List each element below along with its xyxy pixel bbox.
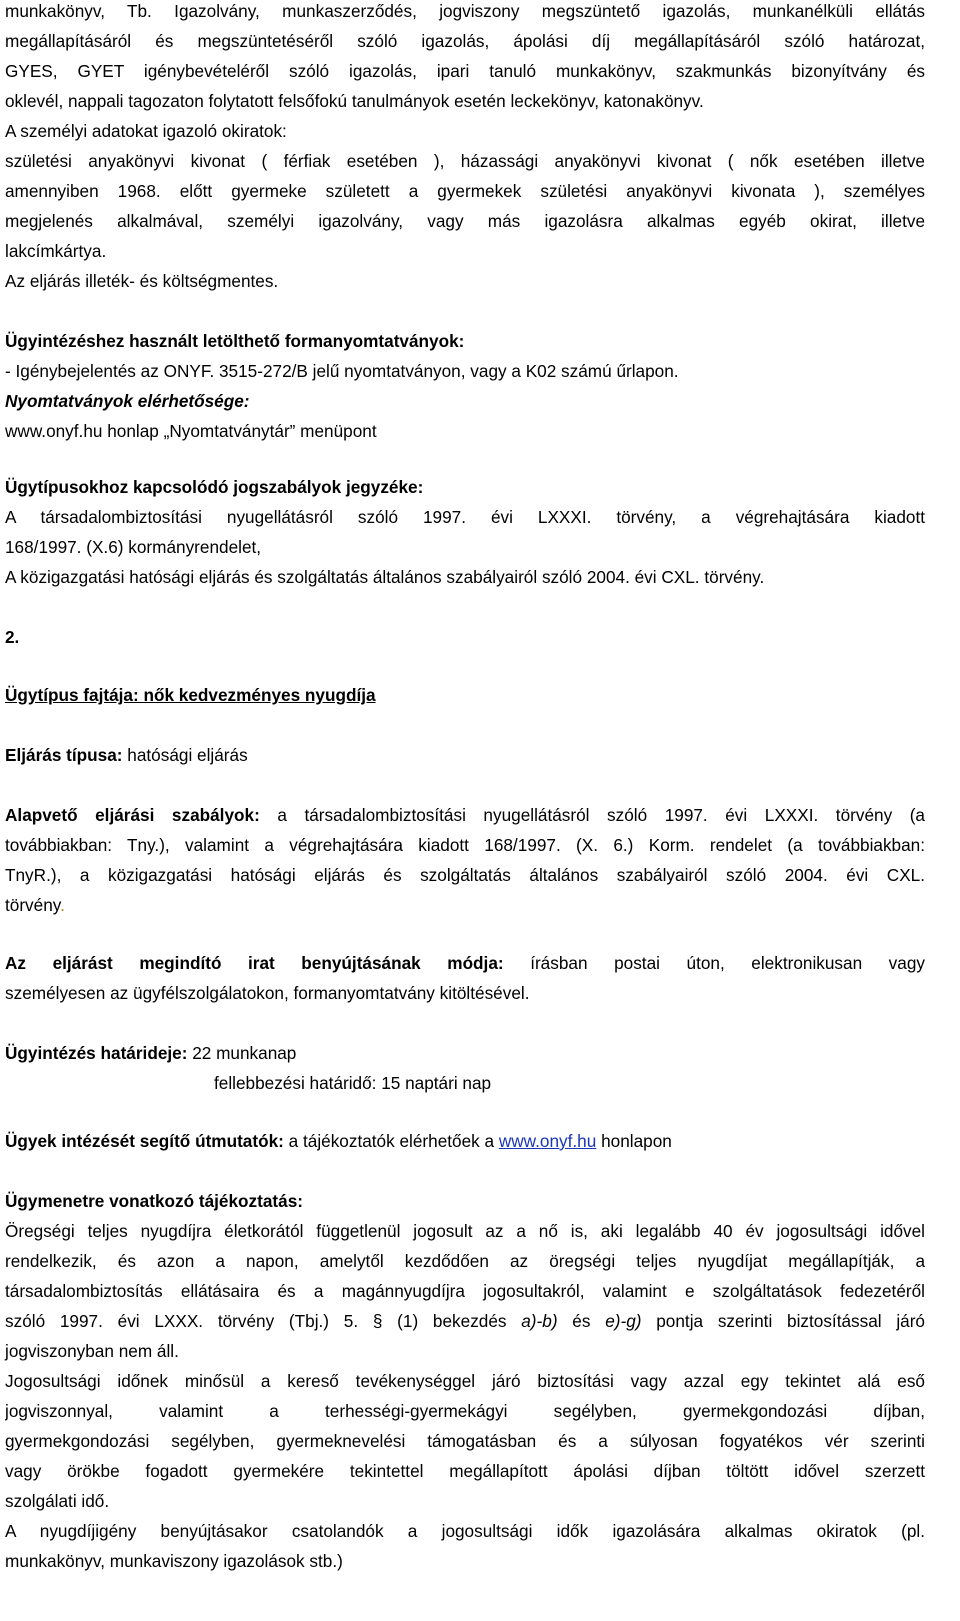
personal-line: születési anyakönyvi kivonat ( férfiak esetében ), házassági anyakönyvi kivonat ( nők esetében illetve <box>5 151 925 171</box>
process-info <box>5 1186 925 1576</box>
eligibility-line: szolgálati idő. <box>5 1491 110 1511</box>
info-line: jogviszonyban nem áll. <box>5 1341 179 1361</box>
guide-label: Ügyek intézését segítő útmutatók: <box>5 1131 284 1151</box>
laws-section <box>5 472 925 592</box>
forms-section <box>5 326 925 446</box>
eligibility-line: jogviszonnyal, valamint a terhességi-gyermekágyi segélyben, gyermekgondozási díjban, <box>5 1401 925 1421</box>
rules-label: Alapvető eljárási szabályok: <box>5 805 260 825</box>
info-line: Öregségi teljes nyugdíjra életkorától függetlenül jogosult az a nő is, aki legalább 40 év jogosultsági idővel <box>5 1221 925 1241</box>
guide-tail: honlapon <box>596 1131 672 1151</box>
submission-method <box>5 948 925 1008</box>
procedure-label: Eljárás típusa: <box>5 745 123 765</box>
attach-line: munkakönyv, munkaviszony igazolások stb.) <box>5 1551 343 1571</box>
procedure-type <box>5 740 925 770</box>
intro-line: oklevél, nappali tagozaton folytatott felsőfokú tanulmányok esetén leckekönyv, katonakönyv. <box>5 91 704 111</box>
personal-line: amennyiben 1968. előtt gyermeke született a gyermekek születési anyakönyvi kivonata ), személyes <box>5 181 925 201</box>
rules-line: továbbiakban: Tny.), valamint a végrehajtására kiadott 168/1997. (X. 6.) Korm. rendelet (a továbbiakban: <box>5 835 925 855</box>
submission-label: Az eljárást megindító irat benyújtásának módja: <box>5 953 504 973</box>
deadline-value: 22 munkanap <box>187 1043 297 1063</box>
section-number <box>5 622 925 652</box>
info-line-italic: e)-g) <box>605 1311 642 1331</box>
case-type <box>5 680 925 710</box>
personal-line: megjelenés alkalmával, személyi igazolvány, vagy más igazolásra alkalmas egyéb okirat, illetve <box>5 211 925 231</box>
info-line-part: és <box>557 1311 606 1331</box>
submission-line: személyesen az ügyfélszolgálatokon, formanyomtatvány kitöltésével. <box>5 983 530 1003</box>
deadline <box>5 1038 925 1098</box>
intro-line: GYES, GYET igénybevételéről szóló igazolás, ipari tanuló munkakönyv, szakmunkás bizonyítvány és <box>5 61 925 81</box>
eligibility-line: gyermekgondozási segélyben, gyermeknevelési támogatásban és a súlyosan fogyatékos vér szerinti <box>5 1431 925 1451</box>
intro-line: munkakönyv, Tb. Igazolvány, munkaszerződés, jogviszony megszüntető igazolás, munkanélküli ellátás <box>5 1 925 21</box>
rules-line: a társadalombiztosítási nyugellátásról szóló 1997. évi LXXXI. törvény (a <box>259 805 925 825</box>
appeal-deadline: fellebbezési határidő: 15 naptári nap <box>214 1073 492 1093</box>
intro-paragraph <box>5 0 925 116</box>
rules-line: törvény <box>5 895 61 915</box>
case-type-heading: Ügytípus fajtája: nők kedvezményes nyugdíja <box>5 685 376 705</box>
procedure-value: hatósági eljárás <box>122 745 248 765</box>
law-line: A közigazgatási hatósági eljárás és szolgáltatás általános szabályairól szóló 2004. évi CXL. törvény. <box>5 567 765 587</box>
info-line: rendelkezik, és azon a napon, amelytől kezdődően az öregségi teljes nyugdíjat megállapítják, a <box>5 1251 925 1271</box>
info-line-part: pontja szerinti biztosítással járó <box>641 1311 925 1331</box>
intro-line: megállapításáról és megszüntetéséről szóló igazolás, ápolási díj megállapításáról szóló határozat, <box>5 31 925 51</box>
guide-text: a tájékoztatók elérhetőek a <box>283 1131 499 1151</box>
fee-statement: Az eljárás illeték- és költségmentes. <box>5 271 279 291</box>
onyf-link[interactable]: www.onyf.hu <box>498 1131 597 1151</box>
forms-heading: Ügyintézéshez használt letölthető formanyomtatványok: <box>5 331 465 351</box>
personal-heading: A személyi adatokat igazoló okiratok: <box>5 121 287 141</box>
personal-documents <box>5 116 925 296</box>
eligibility-line: vagy örökbe fogadott gyermekére tekintettel megállapított ápolási díjban töltött idővel szerzett <box>5 1461 925 1481</box>
basic-rules <box>5 800 925 920</box>
personal-line: lakcímkártya. <box>5 241 107 261</box>
submission-line: írásban postai úton, elektronikusan vagy <box>503 953 925 973</box>
info-line-part: szóló 1997. évi LXXX. törvény (Tbj.) 5. § (1) bekezdés <box>5 1311 522 1331</box>
attach-line: A nyugdíjigény benyújtásakor csatolandók a jogosultsági idők igazolására alkalmas okiratok (pl. <box>5 1521 925 1541</box>
laws-heading: Ügytípusokhoz kapcsolódó jogszabályok jegyzéke: <box>5 477 424 497</box>
info-heading: Ügymenetre vonatkozó tájékoztatás: <box>5 1191 303 1211</box>
law-line: 168/1997. (X.6) kormányrendelet, <box>5 537 262 557</box>
availability-heading: Nyomtatványok elérhetősége: <box>5 391 250 411</box>
info-line: társadalombiztosítás ellátásaira és a magánnyugdíjra jogosultakról, valamint e szolgáltatások fedezetéről <box>5 1281 925 1301</box>
law-line: A társadalombiztosítási nyugellátásról szóló 1997. évi LXXXI. törvény, a végrehajtására kiadott <box>5 507 925 527</box>
rules-dot: . <box>60 895 65 915</box>
section-number-text: 2. <box>5 627 20 647</box>
eligibility-line: Jogosultsági időnek minősül a kereső tevékenységgel járó biztosítási vagy azzal egy tekintet alá eső <box>5 1371 925 1391</box>
rules-line: TnyR.), a közigazgatási hatósági eljárás és szolgáltatás általános szabályairól szóló 2004. évi CXL. <box>5 865 925 885</box>
forms-item: - Igénybejelentés az ONYF. 3515-272/B jelű nyomtatványon, vagy a K02 számú űrlapon. <box>5 361 679 381</box>
deadline-label: Ügyintézés határideje: <box>5 1043 188 1063</box>
guides <box>5 1126 925 1156</box>
availability-text: www.onyf.hu honlap „Nyomtatványtár” menüpont <box>5 421 377 441</box>
info-line-italic: a)-b) <box>521 1311 558 1331</box>
